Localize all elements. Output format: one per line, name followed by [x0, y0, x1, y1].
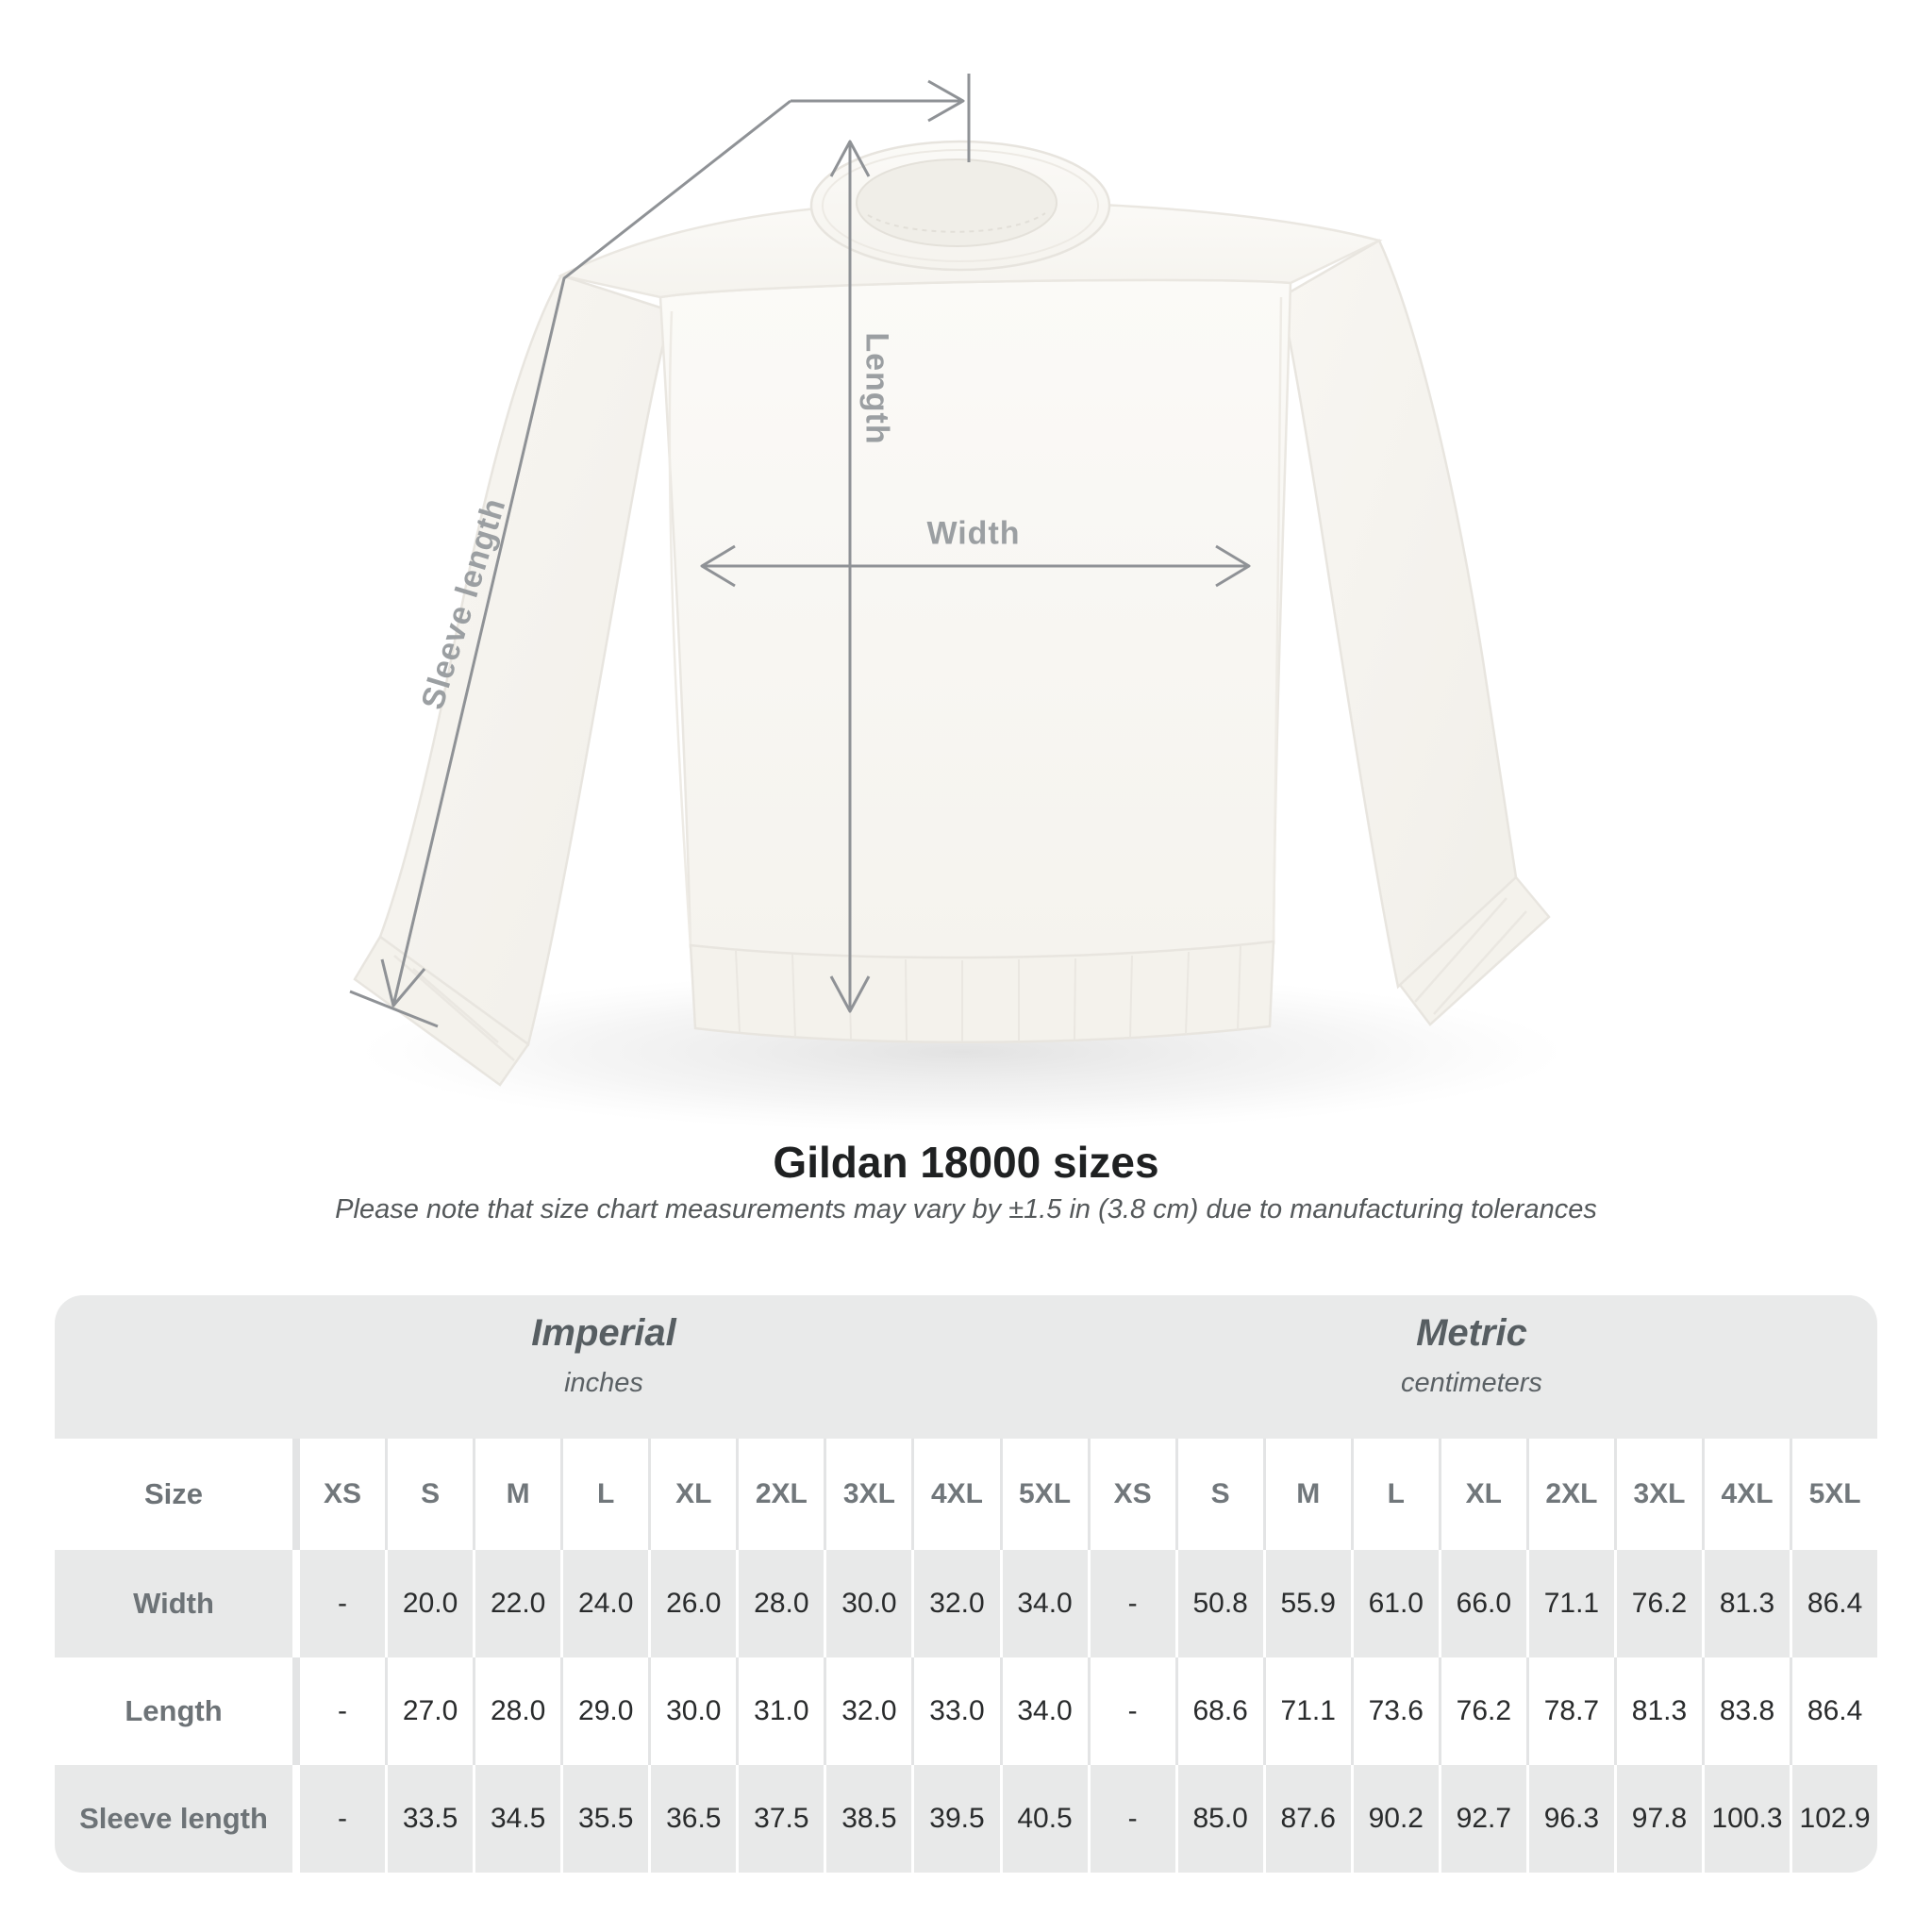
length-imperial-xs: - — [292, 1657, 385, 1765]
imperial-size-xl: XL — [648, 1439, 736, 1550]
width-imperial-s: 20.0 — [385, 1550, 473, 1657]
imperial-size-2xl: 2XL — [736, 1439, 824, 1550]
metric-size-5xl: 5XL — [1790, 1439, 1877, 1550]
sleeve-imperial-2xl: 37.5 — [736, 1765, 824, 1873]
sleeve-imperial-l: 35.5 — [560, 1765, 648, 1873]
length-metric-m: 71.1 — [1263, 1657, 1351, 1765]
imperial-size-4xl: 4XL — [911, 1439, 999, 1550]
length-row-label: Length — [125, 1694, 223, 1727]
length-measure-label: Length — [858, 332, 895, 445]
imperial-size-m: M — [473, 1439, 560, 1550]
sleeve-imperial-5xl: 40.5 — [1000, 1765, 1088, 1873]
sleeve-metric-2xl: 96.3 — [1526, 1765, 1614, 1873]
width-imperial-xl: 26.0 — [648, 1550, 736, 1657]
length-imperial-l: 29.0 — [560, 1657, 648, 1765]
imperial-label: Imperial — [531, 1312, 676, 1354]
sweatshirt-body — [561, 201, 1379, 1042]
width-metric-xl: 66.0 — [1439, 1550, 1526, 1657]
width-metric-5xl: 86.4 — [1790, 1550, 1877, 1657]
sleeve-imperial-xl: 36.5 — [648, 1765, 736, 1873]
imperial-group-header — [274, 1312, 934, 1399]
width-metric-3xl: 76.2 — [1614, 1550, 1702, 1657]
width-metric-s: 50.8 — [1175, 1550, 1263, 1657]
size-header-row — [55, 1439, 1877, 1550]
metric-size-xs: XS — [1088, 1439, 1175, 1550]
sleeve-metric-m: 87.6 — [1263, 1765, 1351, 1873]
width-metric-2xl: 71.1 — [1526, 1550, 1614, 1657]
length-metric-xl: 76.2 — [1439, 1657, 1526, 1765]
metric-size-xl: XL — [1439, 1439, 1526, 1550]
width-imperial-2xl: 28.0 — [736, 1550, 824, 1657]
sleeve-metric-3xl: 97.8 — [1614, 1765, 1702, 1873]
length-imperial-m: 28.0 — [473, 1657, 560, 1765]
width-imperial-3xl: 30.0 — [824, 1550, 911, 1657]
imperial-size-l: L — [560, 1439, 648, 1550]
metric-size-2xl: 2XL — [1526, 1439, 1614, 1550]
length-metric-l: 73.6 — [1351, 1657, 1439, 1765]
length-metric-2xl: 78.7 — [1526, 1657, 1614, 1765]
length-imperial-2xl: 31.0 — [736, 1657, 824, 1765]
width-imperial-4xl: 32.0 — [911, 1550, 999, 1657]
metric-group-header — [1141, 1312, 1802, 1399]
sleeve-row-label: Sleeve length — [79, 1802, 268, 1835]
sleeve-metric-xs: - — [1088, 1765, 1175, 1873]
imperial-size-xs: XS — [292, 1439, 385, 1550]
sleeve-imperial-3xl: 38.5 — [824, 1765, 911, 1873]
length-metric-s: 68.6 — [1175, 1657, 1263, 1765]
imperial-size-5xl: 5XL — [1000, 1439, 1088, 1550]
width-imperial-xs: - — [292, 1550, 385, 1657]
sleeve-imperial-xs: - — [292, 1765, 385, 1873]
width-metric-m: 55.9 — [1263, 1550, 1351, 1657]
imperial-size-3xl: 3XL — [824, 1439, 911, 1550]
length-metric-xs: - — [1088, 1657, 1175, 1765]
sleeve-metric-4xl: 100.3 — [1702, 1765, 1790, 1873]
length-imperial-5xl: 34.0 — [1000, 1657, 1088, 1765]
width-imperial-5xl: 34.0 — [1000, 1550, 1088, 1657]
width-metric-l: 61.0 — [1351, 1550, 1439, 1657]
imperial-unit-label: inches — [564, 1368, 643, 1398]
metric-size-3xl: 3XL — [1614, 1439, 1702, 1550]
sleeve-length-measure-label: Sleeve length — [414, 493, 513, 714]
length-imperial-xl: 30.0 — [648, 1657, 736, 1765]
length-metric-5xl: 86.4 — [1790, 1657, 1877, 1765]
metric-label: Metric — [1416, 1312, 1527, 1354]
sweatshirt-collar — [811, 142, 1109, 270]
width-row-label: Width — [133, 1587, 214, 1620]
length-imperial-4xl: 33.0 — [911, 1657, 999, 1765]
width-row — [55, 1550, 1877, 1657]
metric-size-m: M — [1263, 1439, 1351, 1550]
width-metric-4xl: 81.3 — [1702, 1550, 1790, 1657]
metric-size-l: L — [1351, 1439, 1439, 1550]
tolerance-note: Please note that size chart measurements may vary by ±1.5 in (3.8 cm) due to manufacturing tolerances — [335, 1194, 1597, 1224]
sleeve-metric-l: 90.2 — [1351, 1765, 1439, 1873]
metric-unit-label: centimeters — [1401, 1368, 1542, 1398]
length-imperial-3xl: 32.0 — [824, 1657, 911, 1765]
imperial-size-s: S — [385, 1439, 473, 1550]
sleeve-imperial-s: 33.5 — [385, 1765, 473, 1873]
sleeve-metric-s: 85.0 — [1175, 1765, 1263, 1873]
length-imperial-s: 27.0 — [385, 1657, 473, 1765]
sleeve-metric-xl: 92.7 — [1439, 1765, 1526, 1873]
size-table — [55, 1295, 1877, 1873]
sleeve-metric-5xl: 102.9 — [1790, 1765, 1877, 1873]
width-measure-label: Width — [926, 515, 1021, 552]
width-imperial-m: 22.0 — [473, 1550, 560, 1657]
width-metric-xs: - — [1088, 1550, 1175, 1657]
size-column-title: Size — [143, 1477, 204, 1510]
length-row — [55, 1657, 1877, 1765]
unit-group-band — [55, 1295, 1877, 1439]
length-metric-4xl: 83.8 — [1702, 1657, 1790, 1765]
metric-size-4xl: 4XL — [1702, 1439, 1790, 1550]
length-metric-3xl: 81.3 — [1614, 1657, 1702, 1765]
sleeve-imperial-4xl: 39.5 — [911, 1765, 999, 1873]
sleeve-imperial-m: 34.5 — [473, 1765, 560, 1873]
metric-size-s: S — [1175, 1439, 1263, 1550]
sleeve-length-row — [55, 1765, 1877, 1873]
width-imperial-l: 24.0 — [560, 1550, 648, 1657]
page-title: Gildan 18000 sizes — [773, 1138, 1159, 1187]
